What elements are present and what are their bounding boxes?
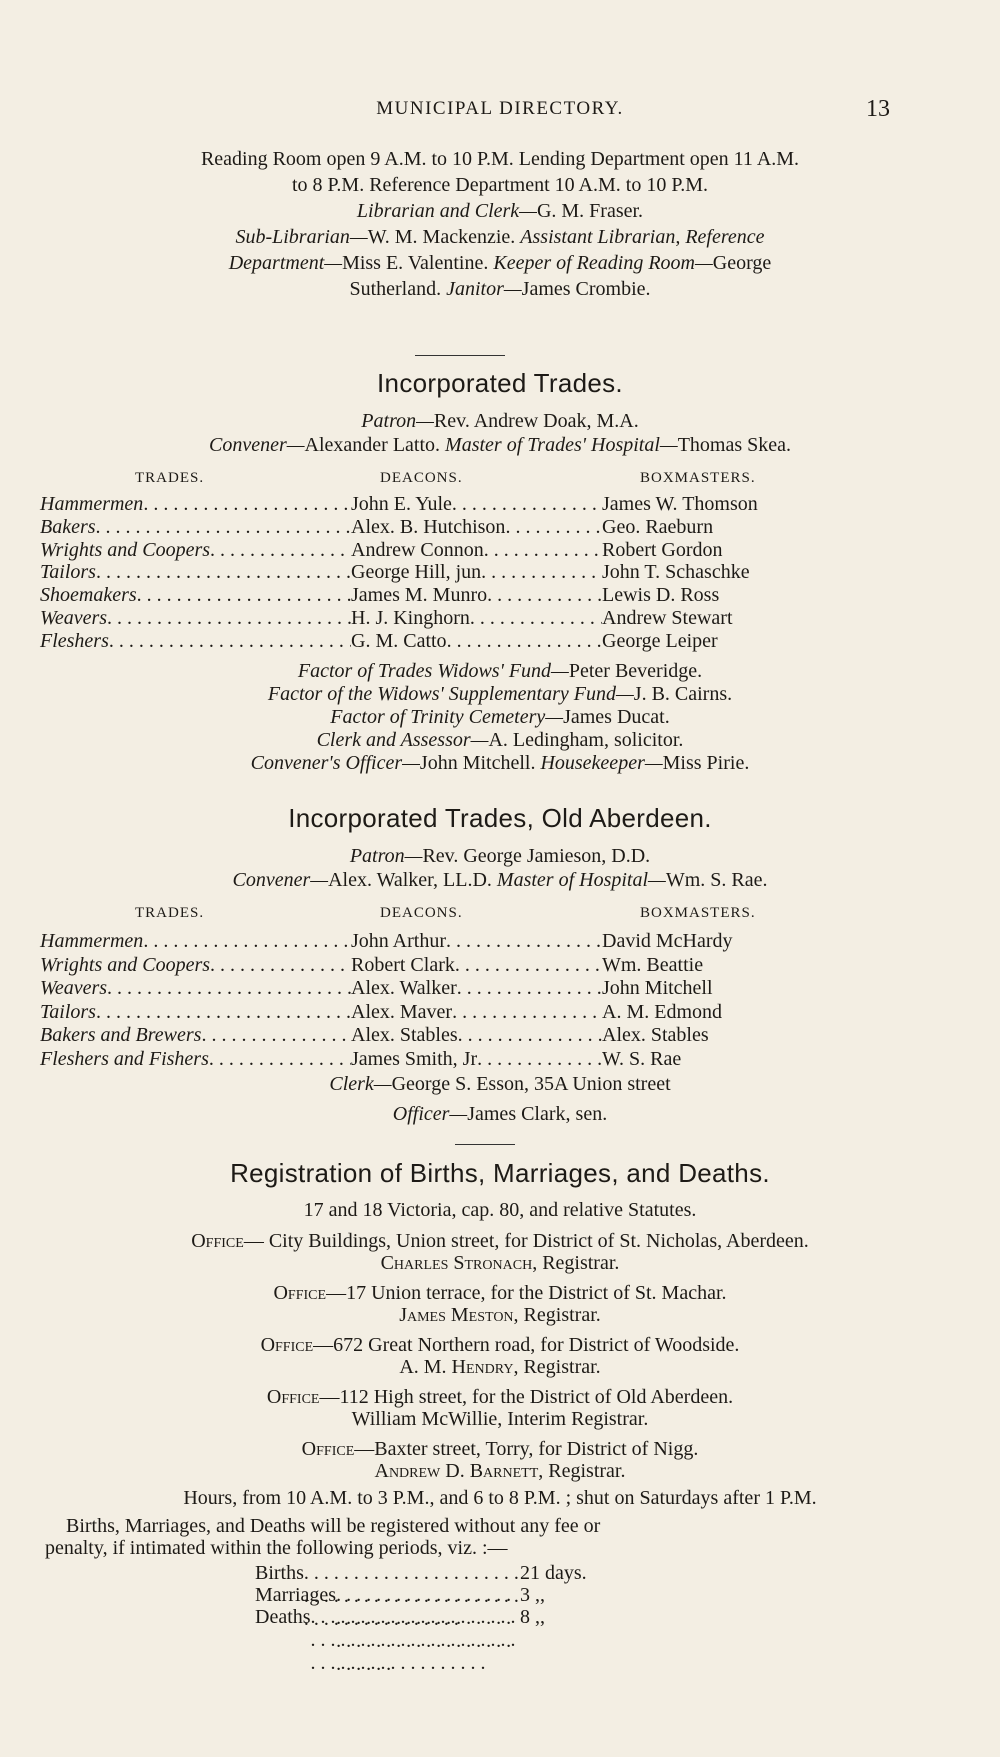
- role-label: Convener—: [232, 869, 329, 891]
- table-row: [40, 954, 850, 976]
- trade-cell: [40, 1001, 351, 1024]
- trade-cell: [40, 584, 351, 607]
- boxmaster-cell: [602, 493, 852, 516]
- dot-leader: [210, 954, 351, 977]
- registration-note-line-1: Births, Marriages, and Deaths will be registered without any fee or: [66, 1515, 601, 1537]
- office-4: [0, 1386, 1000, 1409]
- person-name: Rev. George Jamieson, D.D.: [422, 845, 651, 867]
- person-name: Alex. Walker, LL.D.: [328, 869, 497, 891]
- person-name: Sutherland.: [349, 278, 447, 300]
- trade-cell-text: Bakers and Brewers: [40, 1024, 202, 1047]
- dot-leader: [209, 1048, 351, 1071]
- period-event-text: Deaths: [255, 1606, 311, 1628]
- boxmaster-cell-text: A. M. Edmond: [602, 1000, 722, 1023]
- person-name: W. M. Mackenzie.: [367, 226, 521, 248]
- old-aberdeen-convener: [0, 869, 1000, 892]
- boxmaster-cell-text: W. S. Rae: [602, 1048, 682, 1070]
- dot-leader: [96, 1001, 351, 1024]
- role-label: Master of Hospital—: [496, 869, 666, 891]
- trade-cell-text: Hammermen: [40, 493, 144, 515]
- person-name: John Mitchell.: [419, 752, 541, 774]
- boxmaster-cell: [602, 1048, 852, 1071]
- boxmaster-cell-text: James W. Thomson: [602, 493, 758, 515]
- role-label: Convener's Officer—: [250, 752, 420, 774]
- period-days: 3 ,,: [520, 1584, 545, 1606]
- table-row: [40, 630, 850, 652]
- deacon-cell-text: G. M. Catto: [351, 629, 447, 652]
- person-name: James Clark, sen.: [467, 1103, 608, 1125]
- dot-leader: [458, 1024, 602, 1047]
- registrar-5: [0, 1460, 1000, 1483]
- office-label: Office: [260, 1334, 314, 1356]
- person-name: J. B. Cairns.: [633, 683, 733, 705]
- deacon-cell: [351, 1024, 602, 1047]
- dot-leader: [484, 539, 602, 562]
- deacon-cell: [351, 539, 602, 562]
- registrar-3: [0, 1356, 1000, 1379]
- boxmaster-cell: [602, 584, 852, 607]
- deacon-cell: [351, 493, 602, 516]
- trade-cell-text: Fleshers: [40, 629, 109, 652]
- column-header-trades: TRADES.: [135, 905, 205, 921]
- deacon-cell: [351, 630, 602, 653]
- role-label: Keeper of Reading Room—: [493, 252, 713, 274]
- boxmaster-cell: [602, 630, 852, 653]
- table-row: [40, 493, 850, 515]
- person-name: Rev. Andrew Doak, M.A.: [433, 410, 639, 432]
- dot-leader: [143, 493, 351, 516]
- running-header: MUNICIPAL DIRECTORY.: [376, 98, 624, 119]
- trade-cell: [40, 516, 351, 539]
- boxmaster-cell-text: Lewis D. Ross: [602, 584, 720, 607]
- role-label: Clerk and Assessor—: [316, 729, 489, 751]
- dot-leader: [481, 561, 602, 584]
- column-header-trades: TRADES.: [135, 470, 205, 486]
- person-name: Miss Pirie.: [662, 752, 750, 774]
- dot-leader: [311, 1606, 520, 1675]
- boxmaster-cell-text: Andrew Stewart: [602, 607, 733, 629]
- dot-leader: [109, 630, 351, 653]
- registrar-name: Andrew D. Barnett: [374, 1460, 539, 1482]
- deacon-cell: [351, 954, 602, 977]
- role-label: Janitor—: [446, 278, 522, 300]
- office-address: —672 Great Northern road, for District of Woodside.: [313, 1334, 740, 1356]
- boxmaster-cell-text: Alex. Stables: [602, 1024, 709, 1047]
- dot-leader: [201, 1024, 351, 1047]
- trades-officer-3: [0, 706, 1000, 729]
- registration-statute: 17 and 18 Victoria, cap. 80, and relative Statutes.: [303, 1199, 697, 1221]
- role-label: Housekeeper—: [540, 752, 663, 774]
- deacon-cell-text: Alex. Walker: [351, 977, 457, 1000]
- registration-hours: Hours, from 10 A.M. to 3 P.M., and 6 to 8 P.M. ; shut on Saturdays after 1 P.M.: [183, 1487, 817, 1509]
- registrar-title: , Registrar.: [513, 1356, 601, 1378]
- deacon-cell-text: James M. Munro: [351, 584, 488, 607]
- office-5: [0, 1438, 1000, 1461]
- role-label: Assistant Librarian, Reference: [520, 226, 765, 248]
- dot-leader: [470, 607, 602, 630]
- registration-note-line-2: penalty, if intimated within the following periods, viz. :—: [45, 1537, 508, 1559]
- column-header-deacons: DEACONS.: [380, 470, 463, 486]
- dot-leader: [457, 977, 602, 1000]
- registration-heading: Registration of Births, Marriages, and Deaths.: [230, 1158, 770, 1188]
- role-label: Factor of Trades Widows' Fund—: [297, 660, 569, 682]
- trade-cell: [40, 977, 351, 1000]
- table-row: [40, 584, 850, 606]
- period-days: 8 ,,: [520, 1606, 545, 1628]
- person-name: Alexander Latto.: [304, 434, 446, 456]
- person-name: Miss E. Valentine.: [342, 252, 494, 274]
- office-1: [0, 1230, 1000, 1253]
- deacon-cell-text: James Smith, Jr: [351, 1048, 478, 1070]
- trade-cell-text: Wrights and Coopers: [40, 953, 211, 976]
- trades-heading: Incorporated Trades.: [377, 368, 623, 398]
- period-row: [255, 1606, 615, 1628]
- dot-leader: [447, 630, 602, 653]
- trade-cell-text: Tailors: [40, 561, 96, 584]
- boxmaster-cell: [602, 954, 852, 977]
- dot-leader: [96, 561, 351, 584]
- trade-cell-text: Bakers: [40, 515, 96, 538]
- registrar-4: [0, 1408, 1000, 1431]
- dot-leader: [210, 539, 351, 562]
- deacon-cell-text: Alex. B. Hutchison: [351, 515, 506, 538]
- trade-cell-text: Weavers: [40, 607, 108, 629]
- library-staff-line-1: [0, 200, 1000, 223]
- boxmaster-cell-text: Robert Gordon: [602, 538, 723, 561]
- trade-cell: [40, 954, 351, 977]
- deacon-cell-text: Robert Clark: [351, 953, 455, 976]
- role-label: Master of Trades' Hospital—: [445, 434, 678, 456]
- trades-officer-5: [0, 752, 1000, 775]
- role-label: Factor of the Widows' Supplementary Fund—: [267, 683, 634, 705]
- deacon-cell: [351, 516, 602, 539]
- boxmaster-cell: [602, 1001, 852, 1024]
- dot-leader: [143, 930, 351, 953]
- table-row: [40, 977, 850, 999]
- library-staff-line-4: [0, 278, 1000, 301]
- old-aberdeen-heading: Incorporated Trades, Old Aberdeen.: [288, 803, 712, 833]
- trade-cell: [40, 607, 351, 630]
- old-aberdeen-patron: [0, 845, 1000, 868]
- person-name: G. M. Fraser.: [536, 200, 644, 222]
- role-label: Patron—: [361, 410, 434, 432]
- boxmaster-cell: [602, 930, 852, 953]
- role-label: Sub-Librarian—: [235, 226, 368, 248]
- table-row: [40, 1001, 850, 1023]
- dot-leader: [455, 954, 602, 977]
- person-name: James Ducat.: [563, 706, 670, 728]
- period-event: [255, 1606, 520, 1675]
- office-3: [0, 1334, 1000, 1357]
- deacon-cell: [351, 584, 602, 607]
- dot-leader: [505, 516, 602, 539]
- table-row: [40, 516, 850, 538]
- boxmaster-cell: [602, 516, 852, 539]
- role-label: Librarian and Clerk—: [356, 200, 537, 222]
- dot-leader: [137, 584, 351, 607]
- library-staff-line-2: [0, 226, 1000, 249]
- column-header-deacons: DEACONS.: [380, 905, 463, 921]
- library-staff-line-3: [0, 252, 1000, 275]
- dot-leader: [477, 1048, 602, 1071]
- table-row: [40, 1024, 850, 1046]
- section-divider: [455, 1144, 515, 1145]
- period-row: [255, 1584, 615, 1606]
- trade-cell: [40, 561, 351, 584]
- trade-cell-text: Hammermen: [40, 930, 144, 952]
- boxmaster-cell: [602, 561, 852, 584]
- person-name: George: [712, 252, 772, 274]
- deacon-cell-text: Andrew Connon: [351, 538, 484, 561]
- period-days: 21 days.: [520, 1562, 587, 1584]
- deacon-cell-text: Alex. Maver: [351, 1000, 453, 1023]
- column-header-boxmasters: BOXMASTERS.: [640, 905, 756, 921]
- period-event-text: Marriages: [255, 1584, 337, 1606]
- trade-cell: [40, 630, 351, 653]
- trade-cell-text: Fleshers and Fishers: [40, 1048, 209, 1070]
- office-address: —17 Union terrace, for the District of St. Machar.: [326, 1282, 727, 1304]
- boxmaster-cell: [602, 1024, 852, 1047]
- person-name: George S. Esson, 35A Union street: [391, 1073, 671, 1095]
- registrar-2: [0, 1304, 1000, 1327]
- office-2: [0, 1282, 1000, 1305]
- deacon-cell-text: John E. Yule: [351, 493, 452, 515]
- boxmaster-cell: [602, 539, 852, 562]
- trade-cell-text: Wrights and Coopers: [40, 538, 211, 561]
- person-name: A. Ledingham, solicitor.: [488, 729, 684, 751]
- boxmaster-cell: [602, 607, 852, 630]
- boxmaster-cell-text: David McHardy: [602, 930, 733, 952]
- registrar-title: William McWillie, Interim Registrar.: [351, 1408, 649, 1430]
- deacon-cell: [351, 607, 602, 630]
- person-name: Wm. S. Rae.: [665, 869, 768, 891]
- role-label: Officer—: [392, 1103, 468, 1125]
- registrar-name: A. M. Hendry: [399, 1356, 514, 1378]
- deacon-cell: [351, 561, 602, 584]
- role-label: Department—: [228, 252, 343, 274]
- table-row: [40, 607, 850, 629]
- trade-cell: [40, 539, 351, 562]
- period-row: [255, 1562, 615, 1584]
- trades-patron: [0, 410, 1000, 433]
- role-label: Clerk—: [329, 1073, 392, 1095]
- registrar-name: Charles Stronach: [380, 1252, 533, 1274]
- section-divider: [415, 355, 505, 356]
- dot-leader: [107, 977, 351, 1000]
- trades-convener: [0, 434, 1000, 457]
- trades-officer-4: [0, 729, 1000, 752]
- dot-leader: [96, 516, 351, 539]
- boxmaster-cell-text: Wm. Beattie: [602, 953, 704, 976]
- deacon-cell: [351, 1048, 602, 1071]
- trade-cell-text: Shoemakers: [40, 584, 137, 607]
- role-label: Factor of Trinity Cemetery—: [330, 706, 564, 728]
- old-aberdeen-officer: [0, 1103, 1000, 1126]
- library-hours-line-1: Reading Room open 9 A.M. to 10 P.M. Lending Department open 11 A.M.: [200, 148, 800, 170]
- office-address: —112 High street, for the District of Old Aberdeen.: [319, 1386, 734, 1408]
- period-event-text: Births: [255, 1562, 304, 1584]
- table-row: [40, 930, 850, 952]
- trade-cell: [40, 1024, 351, 1047]
- office-label: Office: [266, 1386, 320, 1408]
- dot-leader: [452, 1001, 602, 1024]
- trade-cell-text: Tailors: [40, 1000, 96, 1023]
- trade-cell: [40, 493, 351, 516]
- deacon-cell-text: George Hill, jun: [351, 561, 482, 584]
- person-name: Thomas Skea.: [677, 434, 791, 456]
- trades-officer-1: [0, 660, 1000, 683]
- office-address: —Baxter street, Torry, for District of Nigg.: [354, 1438, 699, 1460]
- boxmaster-cell-text: Geo. Raeburn: [602, 515, 714, 538]
- office-address: — City Buildings, Union street, for District of St. Nicholas, Aberdeen.: [243, 1230, 809, 1252]
- deacon-cell-text: H. J. Kinghorn: [351, 607, 470, 629]
- table-row: [40, 561, 850, 583]
- dot-leader: [452, 493, 602, 516]
- trade-cell: [40, 930, 351, 953]
- dot-leader: [487, 584, 602, 607]
- deacon-cell-text: John Arthur: [351, 930, 446, 952]
- registrar-title: , Registrar.: [538, 1460, 626, 1482]
- deacon-cell-text: Alex. Stables: [351, 1024, 458, 1047]
- office-label: Office: [191, 1230, 244, 1252]
- boxmaster-cell-text: John Mitchell: [602, 977, 713, 1000]
- registrar-title: , Registrar.: [513, 1304, 601, 1326]
- old-aberdeen-clerk: [0, 1073, 1000, 1096]
- office-label: Office: [273, 1282, 327, 1304]
- boxmaster-cell-text: George Leiper: [602, 629, 718, 652]
- trade-cell: [40, 1048, 351, 1071]
- deacon-cell: [351, 1001, 602, 1024]
- trade-cell-text: Weavers: [40, 977, 108, 1000]
- trades-officer-2: [0, 683, 1000, 706]
- deacon-cell: [351, 977, 602, 1000]
- boxmaster-cell-text: John T. Schaschke: [602, 561, 750, 584]
- column-header-boxmasters: BOXMASTERS.: [640, 470, 756, 486]
- page-number: 13: [866, 96, 890, 122]
- person-name: James Crombie.: [521, 278, 651, 300]
- office-label: Office: [301, 1438, 355, 1460]
- boxmaster-cell: [602, 977, 852, 1000]
- dot-leader: [107, 607, 351, 630]
- table-row: [40, 539, 850, 561]
- person-name: Peter Beveridge.: [568, 660, 703, 682]
- registrar-title: , Registrar.: [532, 1252, 620, 1274]
- registrar-name: James Meston: [399, 1304, 514, 1326]
- role-label: Patron—: [349, 845, 423, 867]
- registrar-1: [0, 1252, 1000, 1275]
- deacon-cell: [351, 930, 602, 953]
- library-hours-line-2: to 8 P.M. Reference Department 10 A.M. to 10 P.M.: [291, 174, 709, 196]
- table-row: [40, 1048, 850, 1070]
- dot-leader: [446, 930, 602, 953]
- role-label: Convener—: [209, 434, 305, 456]
